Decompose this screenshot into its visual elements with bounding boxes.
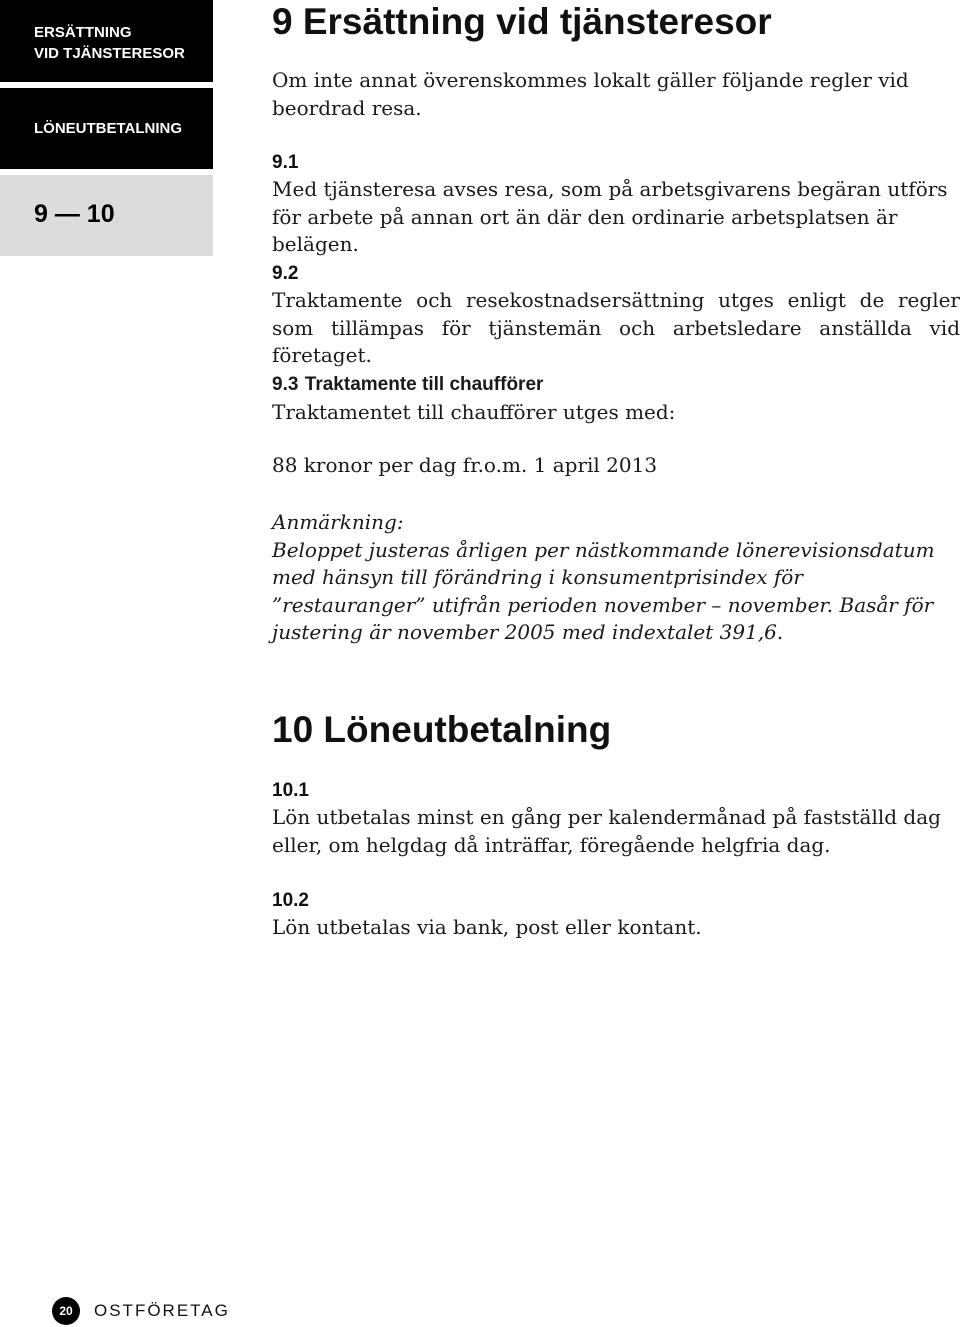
section-text: Lön utbetalas minst en gång per kalendermånad på fastställd dag eller, om helgdag då inträffar, föregående helgfria dag. [272,805,941,857]
chapter-range-label: 9 — 10 [34,200,115,228]
section-text: Traktamentet till chaufförer utges med: [272,399,676,424]
sidebar-tab-label-line1: ERSÄTTNING [34,24,132,41]
sidebar-tab-label: LÖNEUTBETALNING [34,120,183,137]
section-10-2 [272,887,960,942]
note-text: Beloppet justeras årligen per nästkommande lönerevisionsdatum med hänsyn till förändring i konsumentprisindex för ”restauranger” utifrån perioden november – november. Basår för justering är november 2005 med indextalet 391,6. [272,537,935,644]
page-number-badge [52,1297,80,1325]
section-text: Lön utbetalas via bank, post eller kontant. [272,915,702,939]
sidebar-tab-ersattning[interactable] [0,0,213,82]
section-number: 10.1 [272,780,309,801]
chapter-9-intro [272,67,960,122]
chapter-9-title: 9 Ersättning vid tjänsteresor [272,1,772,42]
section-9-1 [272,149,960,259]
section-9-2 [272,260,960,370]
allowance-amount-text: 88 kronor per dag fr.o.m. 1 april 2013 [272,453,658,477]
note-block [272,509,960,647]
page-number: 20 [59,1304,73,1318]
section-text: Med tjänsteresa avses resa, som på arbetsgivarens begäran utförs för arbete på annan ort än där den ordinarie arbetsplatsen är belägen. [272,177,948,256]
intro-text: Om inte annat överenskommes lokalt gäller följande regler vid beordrad resa. [272,68,909,120]
sidebar-tab-label-line2: VID TJÄNSTERESOR [34,45,185,62]
note-label: Anmärkning: [272,510,404,534]
publisher-name: OSTFÖRETAG [94,1301,230,1320]
allowance-amount [272,452,960,480]
section-number: 9.3 [272,374,299,395]
sidebar-tab-loneutbetalning[interactable] [0,88,213,169]
section-number: 9.2 [272,263,299,284]
section-text: Traktamente och resekostnadsersättning utges enligt de regler som tillämpas för tjänstemän och arbetsledare anställda vid företaget. [272,288,960,367]
chapter-10-title: 10 Löneutbetalning [272,709,612,750]
section-9-3 [272,370,960,426]
section-heading-row [272,370,960,399]
section-number: 9.1 [272,152,299,173]
section-heading: Traktamente till chaufförer [304,374,544,395]
section-number: 10.2 [272,890,309,911]
section-10-1 [272,777,960,859]
sidebar-tab-chapter-range [0,175,213,256]
